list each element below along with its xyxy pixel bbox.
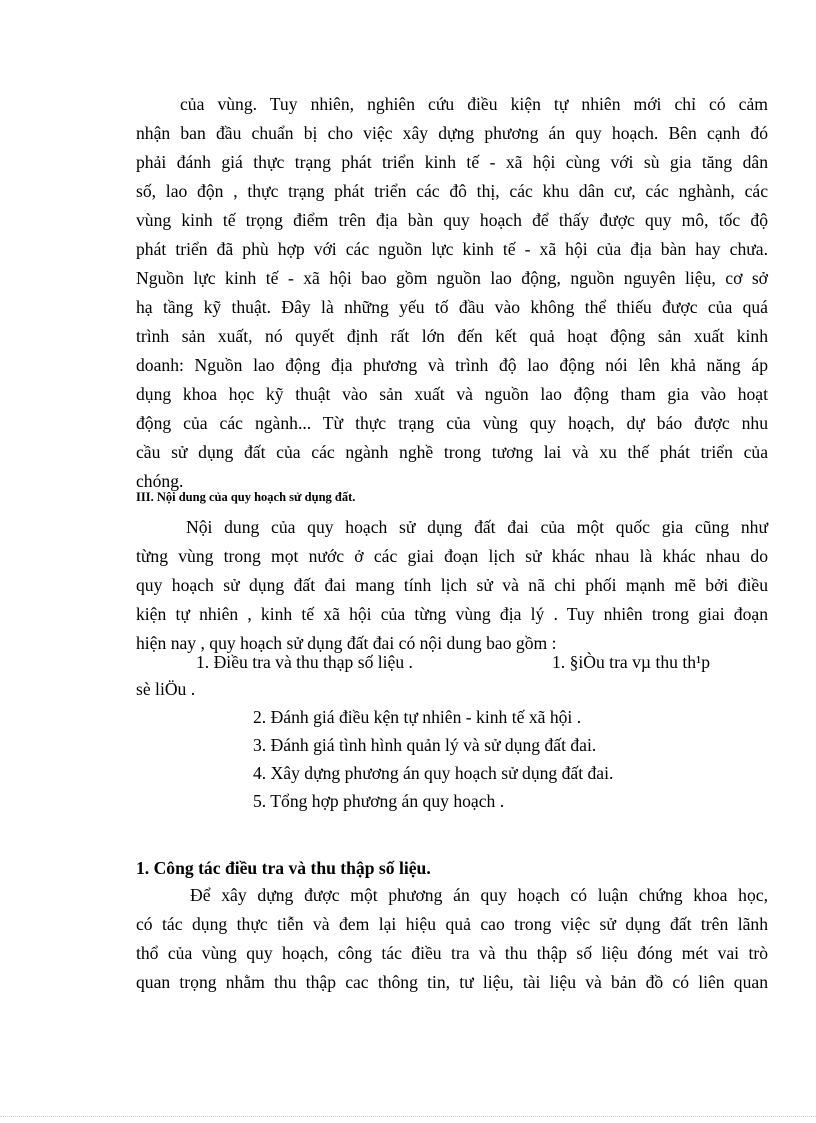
list-item-5: 5. Tổng hợp phương án quy hoạch . xyxy=(253,791,505,811)
section-heading-1: 1. Công tác điều tra và thu thập số liệu. xyxy=(136,858,431,878)
page-bottom-border xyxy=(0,1116,816,1117)
text-line: kiện tự nhiên , kinh tế xã hội của từng vùng địa lý . Tuy nhiên trong giai đoạn xyxy=(136,604,768,624)
text-line: quan trọng nhằm thu thập cac thông tin, tư liệu, tài liệu và bản đồ có liên quan xyxy=(136,972,768,992)
text-line: quy hoạch sử dụng đất đai mang tính lịch sử và nã chi phối mạnh mẽ bởi điều xyxy=(136,575,768,595)
list-item-1-encoded: 1. §iÒu tra vµ thu th¹p xyxy=(552,652,711,672)
text-line: doanh: Nguồn lao động địa phương và trình độ lao động nói lên khả năng áp xyxy=(136,355,768,375)
text-line: của vùng. Tuy nhiên, nghiên cứu điều kiện tự nhiên mới chỉ có cảm xyxy=(180,94,768,114)
text-line: hạ tầng kỹ thuật. Đây là những yếu tố đầu vào không thể thiếu được của quá xyxy=(136,297,768,317)
text-line: hiện nay , quy hoạch sử dụng đất đai có nội dung bao gồm : xyxy=(136,633,557,653)
list-item-1: 1. Điều tra và thu thạp số liệu . xyxy=(196,652,413,672)
list-item-3: 3. Đánh giá tình hình quản lý và sử dụng đất đai. xyxy=(253,735,597,755)
text-line: số, lao độn , thực trạng phát triển các đô thị, các khu dân cư, các nghành, các xyxy=(136,181,768,201)
text-line: phát triển đã phù hợp với các nguồn lực kinh tế - xã hội của địa bàn hay chưa. xyxy=(136,239,768,259)
text-line: Nguồn lực kinh tế - xã hội bao gồm nguồn lao động, nguồn nguyên liệu, cơ sở xyxy=(136,268,768,288)
text-line: có tác dụng thực tiễn và đem lại hiệu quả cao trong việc sử dụng đất trên lãnh xyxy=(136,914,768,934)
text-line: vùng kinh tế trọng điểm trên địa bàn quy hoạch để thấy được quy mô, tốc độ xyxy=(136,210,768,230)
text-line: Nội dung của quy hoạch sử dụng đất đai của một quốc gia cũng như xyxy=(186,517,768,537)
text-line: phải đánh giá thực trạng phát triển kinh tế - xã hội cùng với sù gia tăng dân xyxy=(136,152,768,172)
text-line: trình sản xuất, nó quyết định rất lớn đến kết quả hoạt động sản xuất kinh xyxy=(136,326,768,346)
text-line: Để xây dựng được một phương án quy hoạch có luận chứng khoa học, xyxy=(190,885,768,905)
text-line: dụng khoa học kỹ thuật vào sản xuất và nguồn lao động tham gia vào hoạt xyxy=(136,384,768,404)
list-item-4: 4. Xây dựng phương án quy hoạch sử dụng đất đai. xyxy=(253,763,614,783)
text-line: động của các ngành... Từ thực trạng của vùng quy hoạch, dự báo được nhu xyxy=(136,413,768,433)
text-line: cầu sử dụng đất của các ngành nghề trong tương lai và xu thế phát triển của xyxy=(136,442,768,462)
text-line: nhận ban đầu chuẩn bị cho việc xây dựng phương án quy hoạch. Bên cạnh đó xyxy=(136,123,768,143)
section-heading-iii: III. Nội dung của quy hoạch sử dụng đất. xyxy=(136,490,356,504)
list-item-2: 2. Đánh giá điều kện tự nhiên - kinh tế xã hội . xyxy=(253,707,582,727)
text-line: từng vùng trong mọt nước ở các giai đoạn lịch sử khác nhau là khác nhau do xyxy=(136,546,768,566)
text-line: thổ của vùng quy hoạch, công tác điều tra và thu thập số liệu đóng mét vai trò xyxy=(136,943,768,963)
list-item-1-encoded-cont: sè liÖu . xyxy=(136,679,196,699)
text-line: chóng. xyxy=(136,471,184,491)
